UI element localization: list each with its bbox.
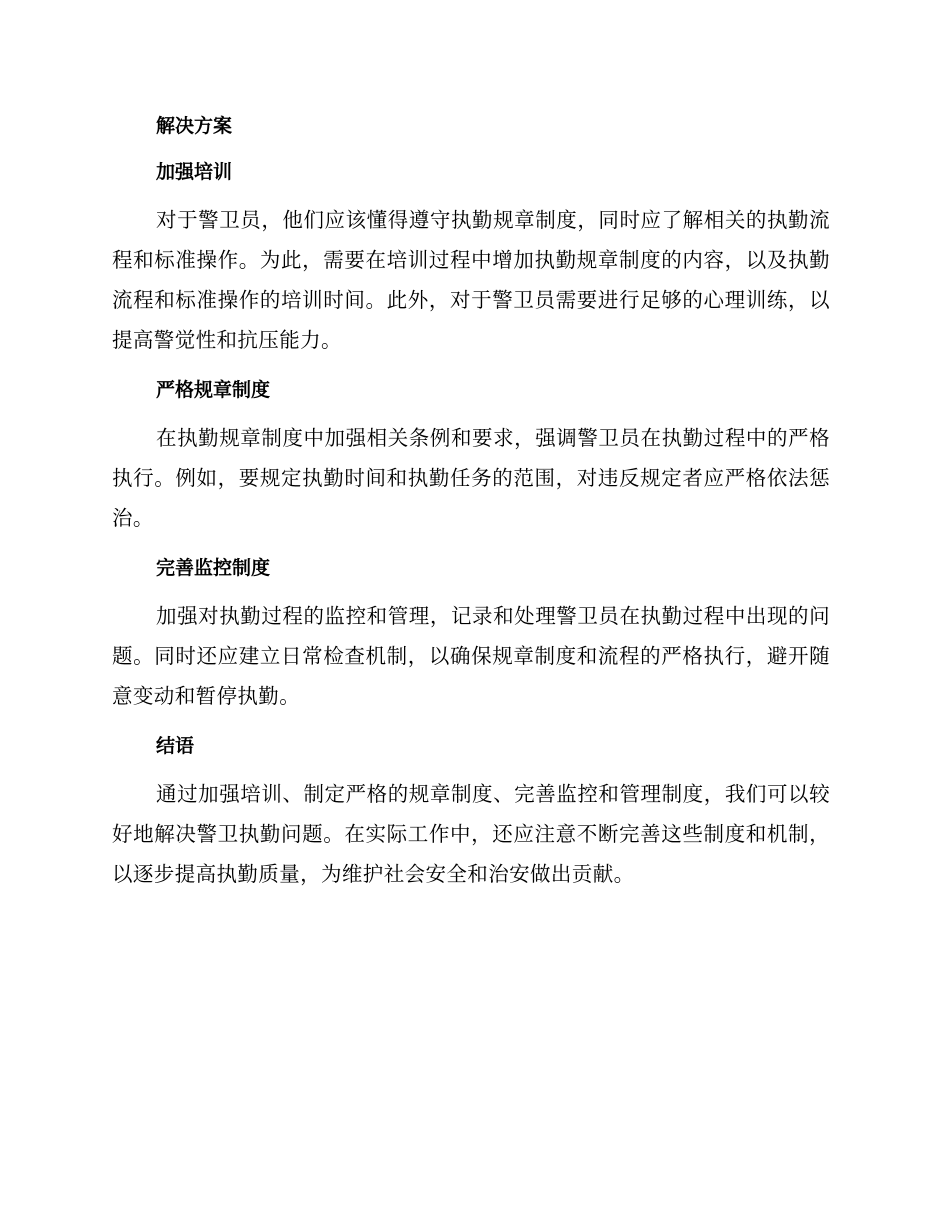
section-heading: 结语: [156, 735, 195, 757]
section-conclusion: [112, 728, 830, 894]
section-heading: 严格规章制度: [156, 379, 271, 401]
document-page: [112, 108, 830, 906]
section-paragraph: 在执勤规章制度中加强相关条例和要求，强调警卫员在执勤过程中的严格执行。例如，要规定执勤时间和执勤任务的范围，对违反规定者应严格依法惩治。: [112, 426, 830, 530]
section-paragraph: 通过加强培训、制定严格的规章制度、完善监控和管理制度，我们可以较好地解决警卫执勤问题。在实际工作中，还应注意不断完善这些制度和机制，以逐步提高执勤质量，为维护社会安全和治安做出贡献。: [112, 782, 830, 886]
section-strict-rules: [112, 372, 830, 538]
section-monitoring: [112, 550, 830, 716]
section-training: [112, 154, 830, 360]
section-paragraph: 对于警卫员，他们应该懂得遵守执勤规章制度，同时应了解相关的执勤流程和标准操作。为此，需要在培训过程中增加执勤规章制度的内容，以及执勤流程和标准操作的培训时间。此外，对于警卫员需要进行足够的心理训练，以提高警觉性和抗压能力。: [112, 208, 830, 352]
section-heading: 完善监控制度: [156, 557, 271, 579]
document-title: 解决方案: [156, 115, 233, 137]
section-paragraph: 加强对执勤过程的监控和管理，记录和处理警卫员在执勤过程中出现的问题。同时还应建立日常检查机制，以确保规章制度和流程的严格执行，避开随意变动和暂停执勤。: [112, 604, 830, 708]
section-heading: 加强培训: [156, 161, 233, 183]
